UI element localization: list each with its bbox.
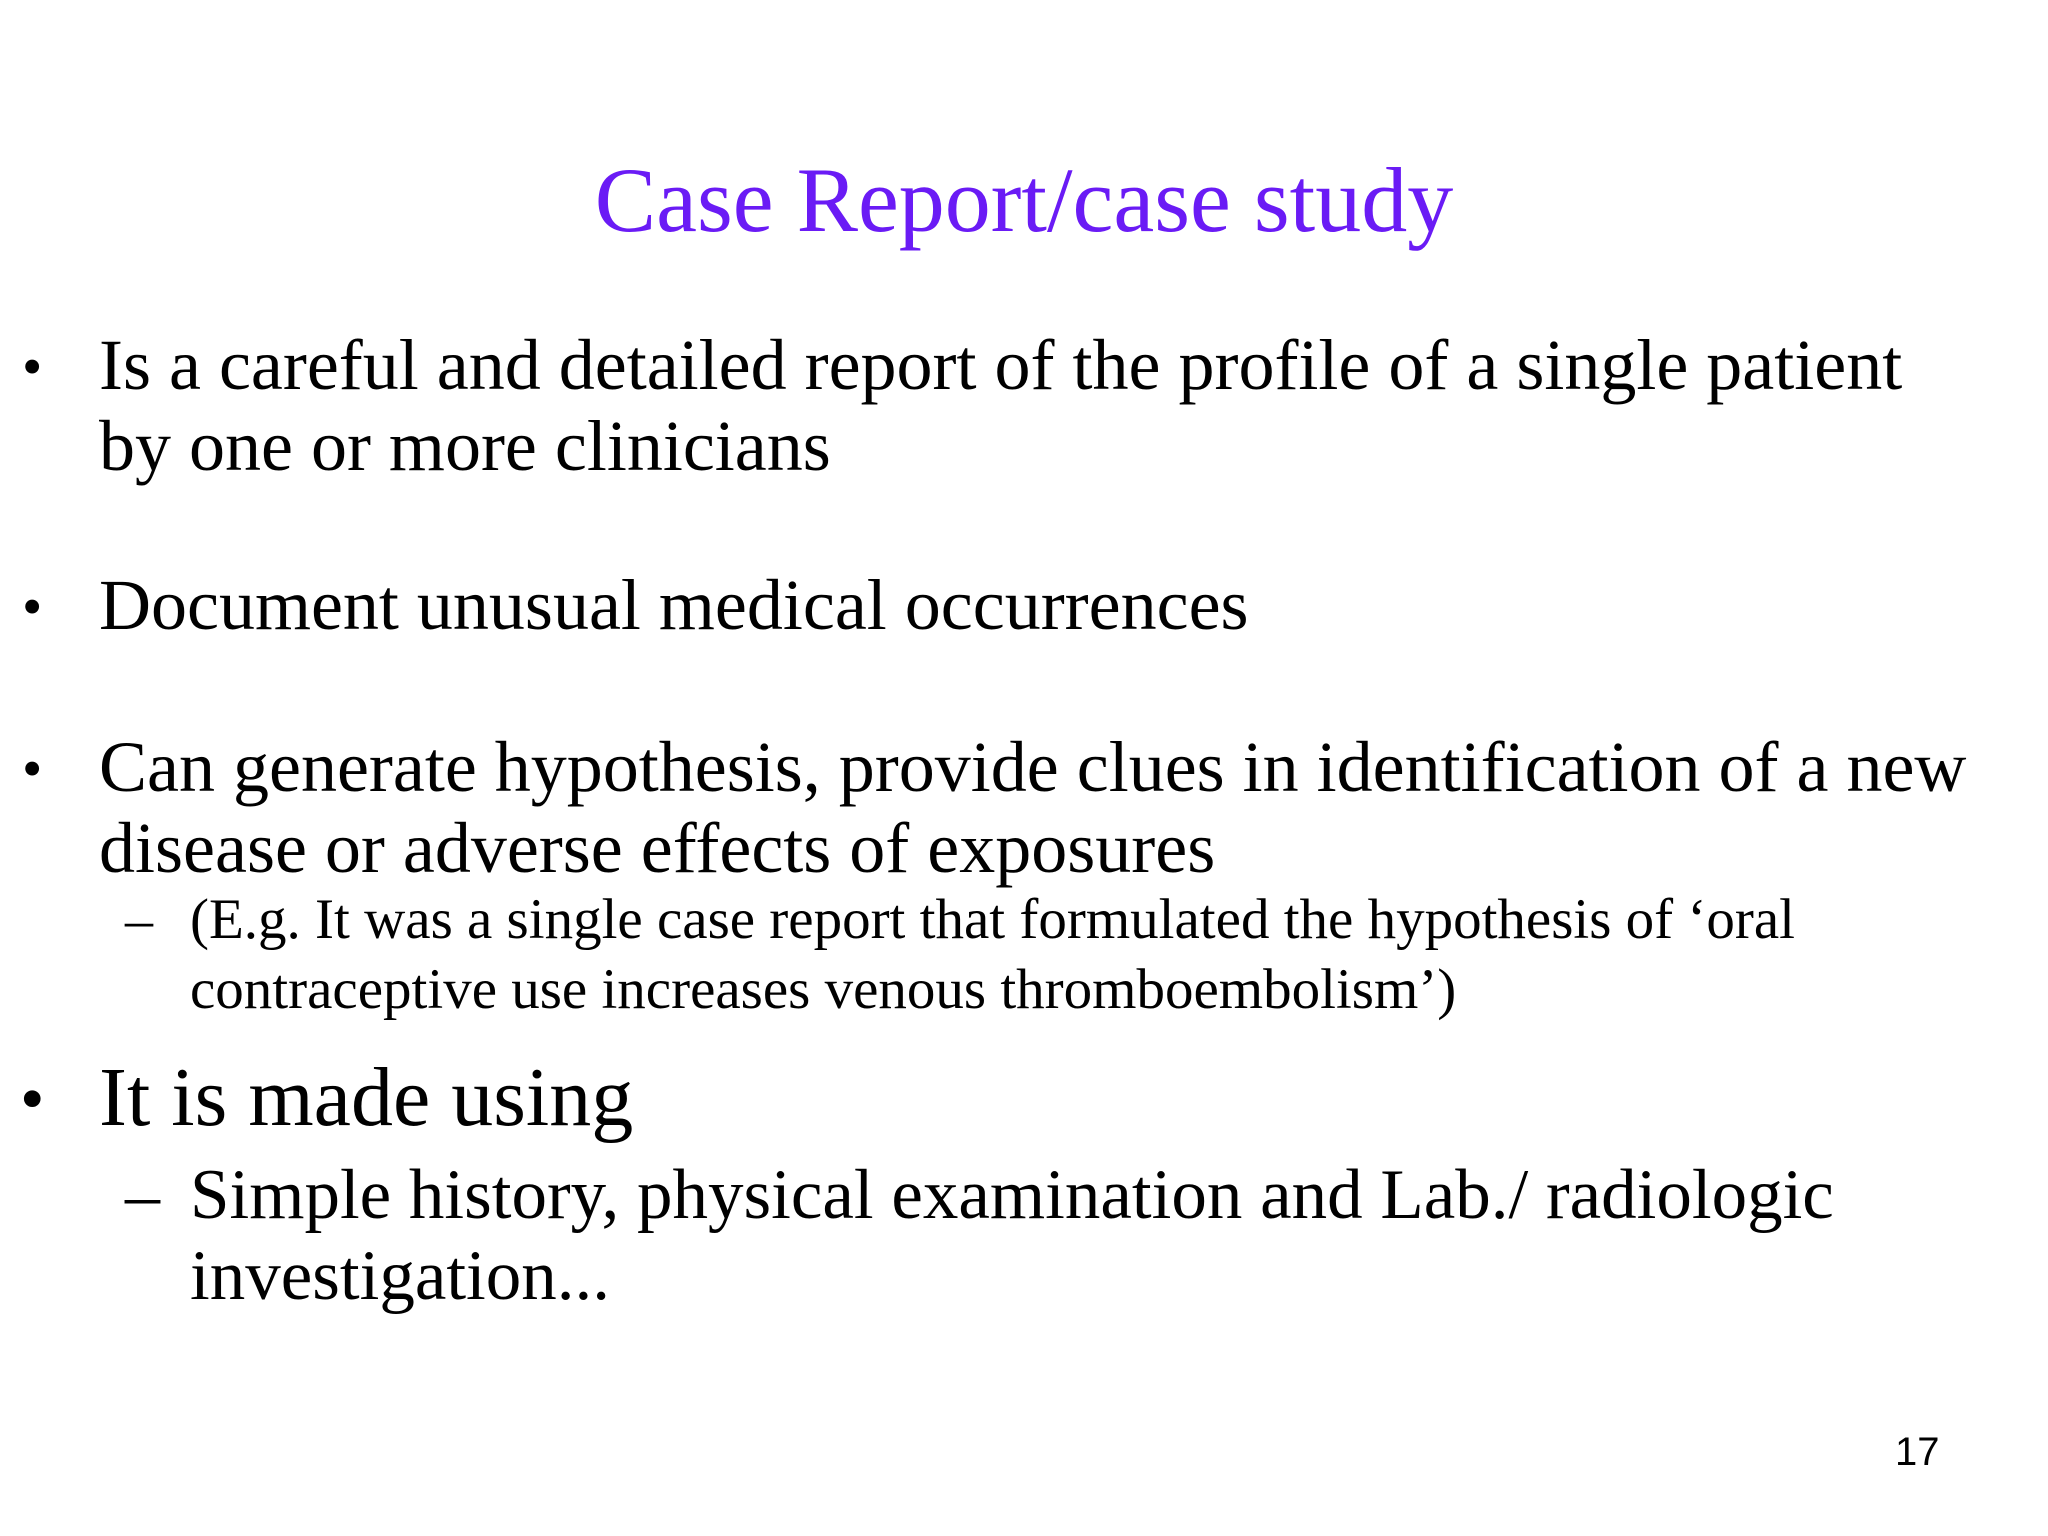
bullet-marker: • — [22, 574, 43, 639]
bullet-4-line-1: It is made using — [99, 1051, 634, 1144]
bullet-3-line-1: Can generate hypothesis, provide clues in identification of a new — [99, 727, 1967, 807]
bullet-3-line-2: disease or adverse effects of exposures — [99, 808, 1216, 888]
bullet-3-sub-line-2: contraceptive use increases venous thromboembolism’) — [190, 958, 1457, 1021]
bullet-marker: • — [22, 334, 43, 399]
slide-title: Case Report/case study — [594, 149, 1454, 251]
bullet-4-sub-line-1: Simple history, physical examination and Lab./ radiologic — [190, 1156, 1834, 1234]
bullet-4-sub-line-2: investigation... — [190, 1237, 611, 1315]
sub-bullet-marker: – — [125, 1157, 160, 1234]
bullet-3-sub-line-1: (E.g. It was a single case report that formulated the hypothesis of ‘oral — [190, 888, 1795, 951]
bullet-marker: • — [20, 1061, 45, 1138]
bullet-1-line-1: Is a careful and detailed report of the profile of a single patient — [99, 325, 1903, 405]
sub-bullet-marker: – — [125, 889, 153, 951]
bullet-1-line-2: by one or more clinicians — [99, 406, 831, 486]
page-number: 17 — [1895, 1430, 1940, 1474]
bullet-marker: • — [22, 736, 43, 801]
bullet-2-line-1: Document unusual medical occurrences — [99, 565, 1249, 645]
